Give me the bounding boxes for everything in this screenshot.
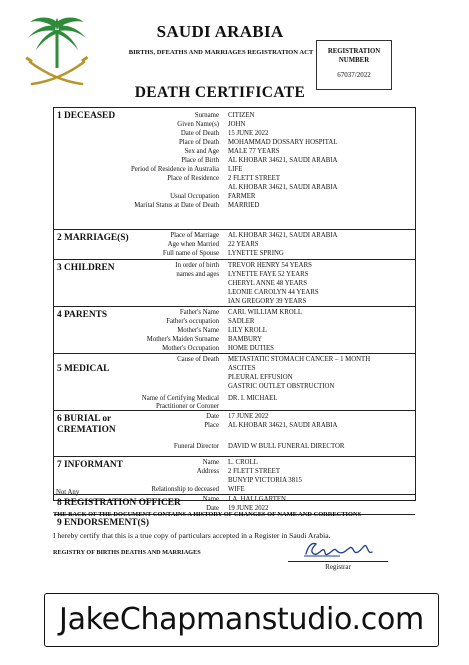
field-row bbox=[54, 485, 415, 494]
section-title: 7 INFORMANT bbox=[57, 460, 123, 470]
field-label: names and ages bbox=[176, 271, 219, 278]
section-informant bbox=[54, 456, 415, 495]
registry-name: REGISTRY OF BIRTHS DEATHS AND MARRIAGES bbox=[53, 549, 201, 556]
field-row bbox=[54, 156, 415, 165]
endorsements-value: Not Any bbox=[56, 489, 80, 496]
field-label: Date bbox=[206, 505, 219, 512]
field-row bbox=[54, 382, 415, 391]
field-value: FARMER bbox=[228, 193, 256, 200]
certification-statement: I hereby certify that this is a true copy of particulars accepted in a Register in Saudi Arabia. bbox=[53, 531, 331, 540]
field-value: MARRIED bbox=[228, 202, 260, 209]
field-label: Age when Married bbox=[167, 241, 219, 248]
field-row bbox=[54, 458, 415, 467]
field-value: SADLER bbox=[228, 318, 255, 325]
field-row bbox=[54, 364, 415, 373]
registration-number: 67037/2022 bbox=[337, 71, 371, 79]
field-row bbox=[54, 297, 415, 306]
section-title: 8 REGISTRATION OFFICER bbox=[57, 498, 181, 508]
field-row bbox=[54, 129, 415, 138]
section-deceased bbox=[54, 108, 415, 229]
registration-number-box bbox=[316, 40, 392, 90]
cause-of-death: GASTRIC OUTLET OBSTRUCTION bbox=[228, 383, 335, 390]
field-label: Name bbox=[202, 496, 219, 503]
field-value: AL KHOBAR 34621, SAUDI ARABIA bbox=[228, 184, 338, 191]
field-value: J.A. HALLGARTEN bbox=[228, 496, 286, 503]
registrar-signature-icon bbox=[300, 538, 380, 560]
field-label: Full name of Spouse bbox=[162, 250, 219, 257]
field-value: 2 FLETT STREET bbox=[228, 468, 280, 475]
cause-of-death: PLEURAL EFFUSION bbox=[228, 374, 293, 381]
field-label: Period of Residence in Australia bbox=[131, 166, 219, 173]
field-row bbox=[54, 495, 415, 504]
field-label: Usual Occupation bbox=[170, 193, 219, 200]
field-row bbox=[54, 111, 415, 120]
field-row bbox=[54, 442, 415, 451]
field-row bbox=[54, 201, 415, 210]
field-row bbox=[54, 174, 415, 183]
field-row bbox=[54, 476, 415, 485]
field-label: Cause of Death bbox=[177, 356, 219, 363]
palm-and-crossed-swords-emblem-icon bbox=[22, 14, 92, 92]
field-label: Name of Certifying Medical bbox=[141, 395, 219, 402]
field-row bbox=[54, 192, 415, 201]
field-value: CITIZEN bbox=[228, 112, 255, 119]
field-label: Funeral Director bbox=[173, 443, 219, 450]
field-label: Given Name(s) bbox=[177, 121, 219, 128]
field-label: Name bbox=[202, 459, 219, 466]
field-label: Mother's Maiden Surname bbox=[146, 336, 219, 343]
child-entry: LEONIE CAROLYN 44 YEARS bbox=[228, 289, 319, 296]
section-title: 4 PARENTS bbox=[57, 310, 108, 320]
field-row bbox=[54, 147, 415, 156]
field-row bbox=[54, 240, 415, 249]
field-label: Marital Status at Date of Death bbox=[134, 202, 219, 209]
field-value: LIFE bbox=[228, 166, 243, 173]
field-label: Father's Name bbox=[179, 309, 219, 316]
field-value: BUNYIP VICTORIA 3815 bbox=[228, 477, 302, 484]
field-row bbox=[54, 183, 415, 192]
field-row bbox=[54, 326, 415, 335]
field-label: Place of Death bbox=[178, 139, 219, 146]
field-label: Mother's Occupation bbox=[162, 345, 219, 352]
field-value: 15 JUNE 2022 bbox=[228, 130, 269, 137]
field-label: Date bbox=[206, 413, 219, 420]
field-value: HOME DUTIES bbox=[228, 345, 274, 352]
field-row bbox=[54, 261, 415, 270]
field-value: 2 FLETT STREET bbox=[228, 175, 280, 182]
cause-of-death: ASCITES bbox=[228, 365, 256, 372]
section-marriage bbox=[54, 229, 415, 260]
field-row bbox=[54, 355, 415, 364]
field-value: LYNETTE SPRING bbox=[228, 250, 284, 257]
field-label: Practitioner or Coroner bbox=[155, 403, 219, 410]
field-value: DAVID W BULL FUNERAL DIRECTOR bbox=[228, 443, 345, 450]
field-value: BAMBURY bbox=[228, 336, 262, 343]
field-value: CARL WILLIAM KROLL bbox=[228, 309, 303, 316]
field-row bbox=[54, 412, 415, 421]
field-value: JOHN bbox=[228, 121, 246, 128]
field-label: Place of Residence bbox=[167, 175, 219, 182]
cause-of-death: METASTATIC STOMACH CANCER – 1 MONTH bbox=[228, 356, 371, 363]
back-of-document-note: THE BACK OF THE DOCUMENT CONTAINS A HISTORY OF CHANGES OF NAME AND CORRECTIONS bbox=[53, 511, 362, 518]
section-title: 9 ENDORSEMENT(S) bbox=[57, 518, 149, 528]
field-label: Surname bbox=[194, 112, 219, 119]
signature-line bbox=[288, 561, 388, 562]
section-title: 2 MARRIAGE(S) bbox=[57, 233, 129, 243]
field-label: Address bbox=[196, 468, 219, 475]
field-value: MALE 77 YEARS bbox=[228, 148, 280, 155]
section-title-line-2: CREMATION bbox=[57, 425, 116, 435]
field-value: LILY KROLL bbox=[228, 327, 267, 334]
field-value: AL KHOBAR 34621, SAUDI ARABIA bbox=[228, 232, 338, 239]
field-value: AL KHOBAR 34621, SAUDI ARABIA bbox=[228, 157, 338, 164]
field-label: Relationship to deceased bbox=[151, 486, 219, 493]
field-row bbox=[54, 120, 415, 129]
field-row bbox=[54, 288, 415, 297]
field-row bbox=[54, 335, 415, 344]
child-entry: CHERYL ANNE 48 YEARS bbox=[228, 280, 307, 287]
field-row bbox=[54, 270, 415, 279]
certificate-title: DEATH CERTIFICATE bbox=[134, 84, 306, 101]
field-value: DR. I. MICHAEL bbox=[228, 395, 278, 402]
child-entry: IAN GREGORY 39 YEARS bbox=[228, 298, 307, 305]
field-value: L. CROLL bbox=[228, 459, 258, 466]
field-row bbox=[54, 249, 415, 258]
section-children bbox=[54, 259, 415, 307]
field-row bbox=[54, 467, 415, 476]
registrar-label: Registrar bbox=[325, 563, 351, 571]
act-title: BIRTHS, DFEATHS AND MARRIAGES REGISTRATION ACT bbox=[128, 49, 314, 56]
field-row bbox=[54, 317, 415, 326]
field-label: Date of Death bbox=[180, 130, 219, 137]
country-title: SAUDI ARABIA bbox=[156, 22, 284, 41]
field-label: Sex and Age bbox=[184, 148, 219, 155]
child-entry: TREVOR HENRY 54 YEARS bbox=[228, 262, 312, 269]
field-label: In order of birth bbox=[175, 262, 219, 269]
field-row bbox=[54, 138, 415, 147]
field-row bbox=[54, 165, 415, 174]
section-title: 5 MEDICAL bbox=[57, 364, 110, 374]
number-label: NUMBER bbox=[338, 57, 370, 64]
field-value: 22 YEARS bbox=[228, 241, 259, 248]
section-title: 3 CHILDREN bbox=[57, 263, 115, 273]
section-burial bbox=[54, 410, 415, 457]
field-value: MOHAMMAD DOSSARY HOSPITAL bbox=[228, 139, 338, 146]
field-row bbox=[54, 421, 415, 430]
section-medical bbox=[54, 353, 415, 411]
field-row bbox=[54, 279, 415, 288]
watermark-banner: JakeChapmanstudio.com bbox=[44, 593, 439, 647]
field-label: Place bbox=[204, 422, 219, 429]
field-value: 17 JUNE 2022 bbox=[228, 413, 269, 420]
field-row bbox=[54, 231, 415, 240]
section-parents bbox=[54, 306, 415, 354]
field-value: WIFE bbox=[228, 486, 245, 493]
field-label: Father's occupation bbox=[166, 318, 219, 325]
field-label: Place of Marriage bbox=[170, 232, 219, 239]
section-title: 1 DECEASED bbox=[57, 111, 116, 121]
field-value: AL KHOBAR 34621, SAUDI ARABIA bbox=[228, 422, 338, 429]
field-row bbox=[54, 308, 415, 317]
child-entry: LYNETTE FAYE 52 YEARS bbox=[228, 271, 309, 278]
section-title-line-1: 6 BURIAL or bbox=[57, 414, 112, 424]
field-row bbox=[54, 373, 415, 382]
field-label: Mother's Name bbox=[177, 327, 219, 334]
field-row bbox=[54, 344, 415, 353]
field-label: Place of Birth bbox=[181, 157, 219, 164]
registration-label: REGISTRATION bbox=[327, 48, 381, 55]
field-value: 19 JUNE 2022 bbox=[228, 505, 269, 512]
